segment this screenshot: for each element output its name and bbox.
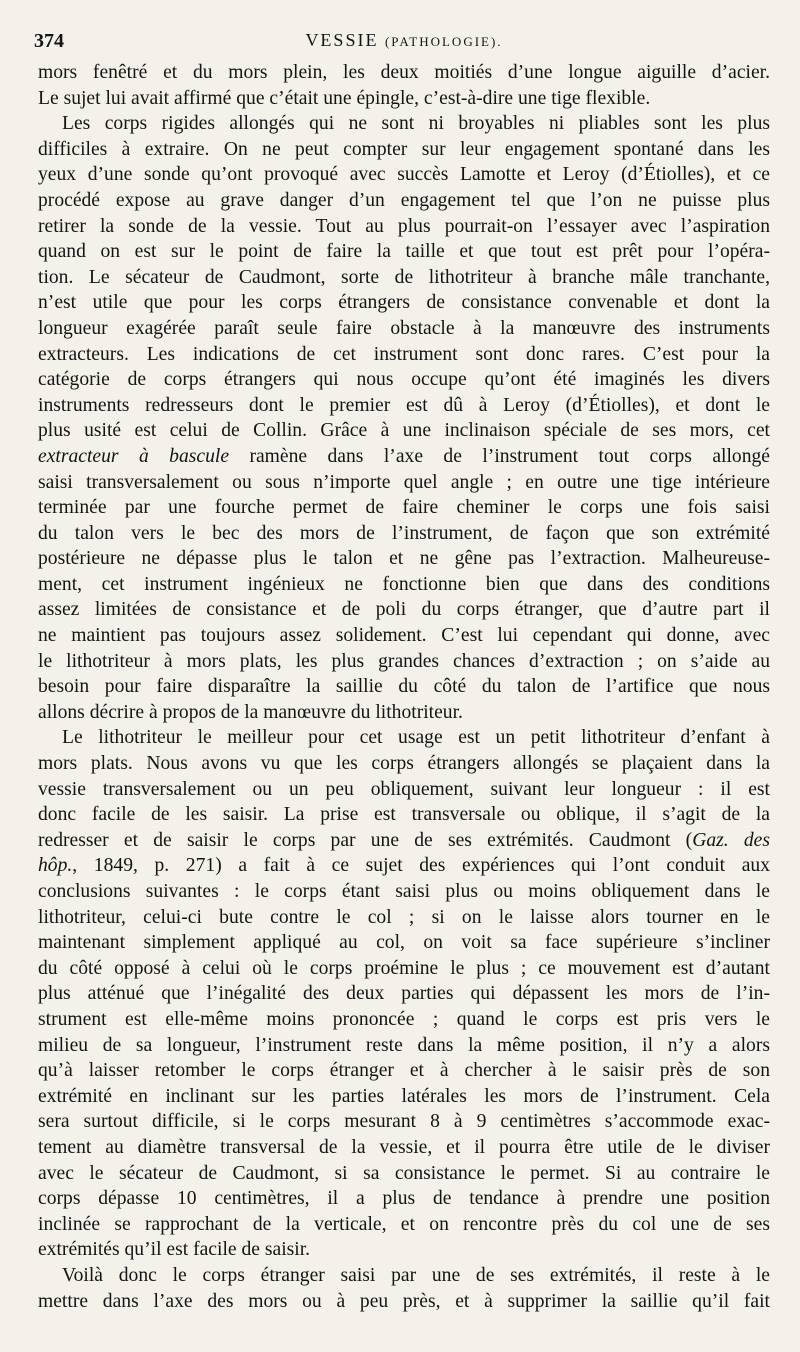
text-line: sera surtout difficile, si le corps mesurant 8 à 9 centimètres s’accommode exac-: [38, 1111, 770, 1133]
text-line: Le lithotriteur le meilleur pour cet usage est un petit lithotriteur d’enfant à: [62, 727, 770, 749]
text-line: le lithotriteur à mors plats, les plus grandes chances d’extraction ; on s’aide au: [38, 650, 770, 672]
text-line: milieu de sa longueur, l’instrument reste dans la même position, il n’y a alors: [38, 1034, 770, 1056]
text-line: qu’à laisser retomber le corps étranger et à chercher à le saisir près de son: [38, 1060, 770, 1082]
text-line: extracteur à bascule ramène dans l’axe de l’instrument tout corps allongé: [38, 445, 770, 467]
text-line: extrémités qu’il est facile de saisir.: [38, 1239, 311, 1261]
text-line: saisi transversalement ou sous n’importe quel angle ; en outre une tige intérieure: [38, 471, 770, 493]
text-line: instruments redresseurs dont le premier est dû à Leroy (d’Étiolles), et dont le: [38, 394, 770, 416]
text-line: avec le sécateur de Caudmont, si sa consistance le permet. Si au contraire le: [38, 1162, 770, 1184]
page-number: 374: [34, 30, 64, 52]
running-title: [38, 24, 770, 51]
text-line: inclinée se rapprochant de la verticale, et on rencontre près du col une de ses: [38, 1213, 770, 1235]
running-title-main: VESSIE: [305, 30, 379, 50]
text-line: vessie transversalement ou un peu obliquement, suivant leur longueur : il est: [38, 778, 770, 800]
text-line: terminée par une fourche permet de faire cheminer le corps une fois saisi: [38, 497, 770, 519]
text-line: mors plats. Nous avons vu que les corps étrangers allongés se plaçaient dans la: [38, 753, 770, 775]
text-line: plus atténué que l’inégalité des deux parties qui dépassent les mors de l’in-: [38, 983, 770, 1005]
text-line: quand on est sur le point de faire la taille et que tout est prêt pour l’opéra-: [38, 241, 770, 263]
text-line: Voilà donc le corps étranger saisi par une de ses extrémités, il reste à le: [62, 1264, 770, 1286]
text-line: corps dépasse 10 centimètres, il a plus de tendance à prendre une position: [38, 1188, 770, 1210]
text-line: longueur exagérée paraît seule faire obstacle à la manœuvre des instruments: [38, 317, 770, 339]
text-line: extrémité en inclinant sur les parties latérales les mors de l’instrument. Cela: [38, 1085, 770, 1107]
text-line: ne maintient pas toujours assez solidement. C’est lui cependant qui donne, avec: [38, 625, 770, 647]
text-line: conclusions suivantes : le corps étant saisi plus ou moins obliquement dans le: [38, 881, 770, 902]
text-line: lithotriteur, celui-ci bute contre le col ; si on le laisse alors tourner en le: [38, 906, 770, 928]
text-line: allons décrire à propos de la manœuvre du lithotriteur.: [38, 701, 463, 723]
text-line: maintenant simplement appliqué au col, on voit sa face supérieure s’incliner: [38, 932, 770, 954]
text-line: n’est utile que pour les corps étrangers de consistance convenable et dont la: [38, 292, 770, 314]
text-line: postérieure ne dépasse plus le talon et ne gêne pas l’extraction. Malheureuse-: [38, 548, 770, 570]
text-line: mors fenêtré et du mors plein, les deux moitiés d’une longue aiguille d’acier.: [38, 62, 770, 83]
running-header: [34, 24, 770, 60]
text-line: hôp., 1849, p. 271) a fait à ce sujet des expériences qui l’ont conduit aux: [38, 855, 770, 877]
text-line: yeux d’une sonde qu’ont provoqué avec succès Lamotte et Leroy (d’Étiolles), et ce: [38, 164, 770, 186]
text-line: retirer la sonde de la vessie. Tout au plus pourrait-on l’essayer avec l’aspiration: [38, 215, 770, 237]
text-line: ment, cet instrument ingénieux ne fonctionne bien que dans des conditions: [38, 573, 770, 595]
text-line: procédé expose au grave danger d’un engagement tel que l’on ne puisse plus: [38, 189, 770, 211]
text-line: mettre dans l’axe des mors ou à peu près, et à supprimer la saillie qu’il fait: [38, 1290, 770, 1312]
text-line: Le sujet lui avait affirmé que c’était une épingle, c’est-à-dire une tige flexible.: [38, 87, 651, 109]
text-line: redresser et de saisir le corps par une de ses extrémités. Caudmont (Gaz. des: [38, 829, 770, 851]
text-line: difficiles à extraire. On ne peut compter sur leur engagement spontané dans les: [38, 138, 770, 160]
text-line: tion. Le sécateur de Caudmont, sorte de lithotriteur à branche mâle tranchante,: [38, 266, 770, 288]
text-line: du côté opposé à celui où le corps proémine le plus ; ce mouvement est d’autant: [38, 957, 770, 979]
body-text: [38, 60, 770, 1314]
text-line: donc facile de les saisir. La prise est transversale ou oblique, il s’agit de la: [38, 804, 770, 826]
text-line: plus usité est celui de Collin. Grâce à une inclinaison spéciale de ses mors, cet: [38, 420, 770, 442]
text-line: catégorie de corps étrangers qui nous occupe qu’ont été imaginés les divers: [38, 369, 770, 391]
text-line: du talon vers le bec des mors de l’instrument, de façon que son extrémité: [38, 522, 770, 544]
text-line: strument est elle-même moins prononcée ; quand le corps est pris vers le: [38, 1008, 770, 1030]
text-line: assez limitées de consistance et de poli du corps étranger, que d’autre part il: [38, 599, 770, 621]
text-line: besoin pour faire disparaître la saillie du côté du talon de l’artifice que nous: [38, 676, 770, 698]
text-line: tement au diamètre transversal de la vessie, et il pourra être utile de le diviser: [38, 1136, 770, 1158]
running-title-sub: (PATHOLOGIE).: [384, 34, 503, 49]
text-line: extracteurs. Les indications de cet instrument sont donc rares. C’est pour la: [38, 343, 770, 365]
text-line: Les corps rigides allongés qui ne sont ni broyables ni pliables sont les plus: [62, 113, 770, 135]
